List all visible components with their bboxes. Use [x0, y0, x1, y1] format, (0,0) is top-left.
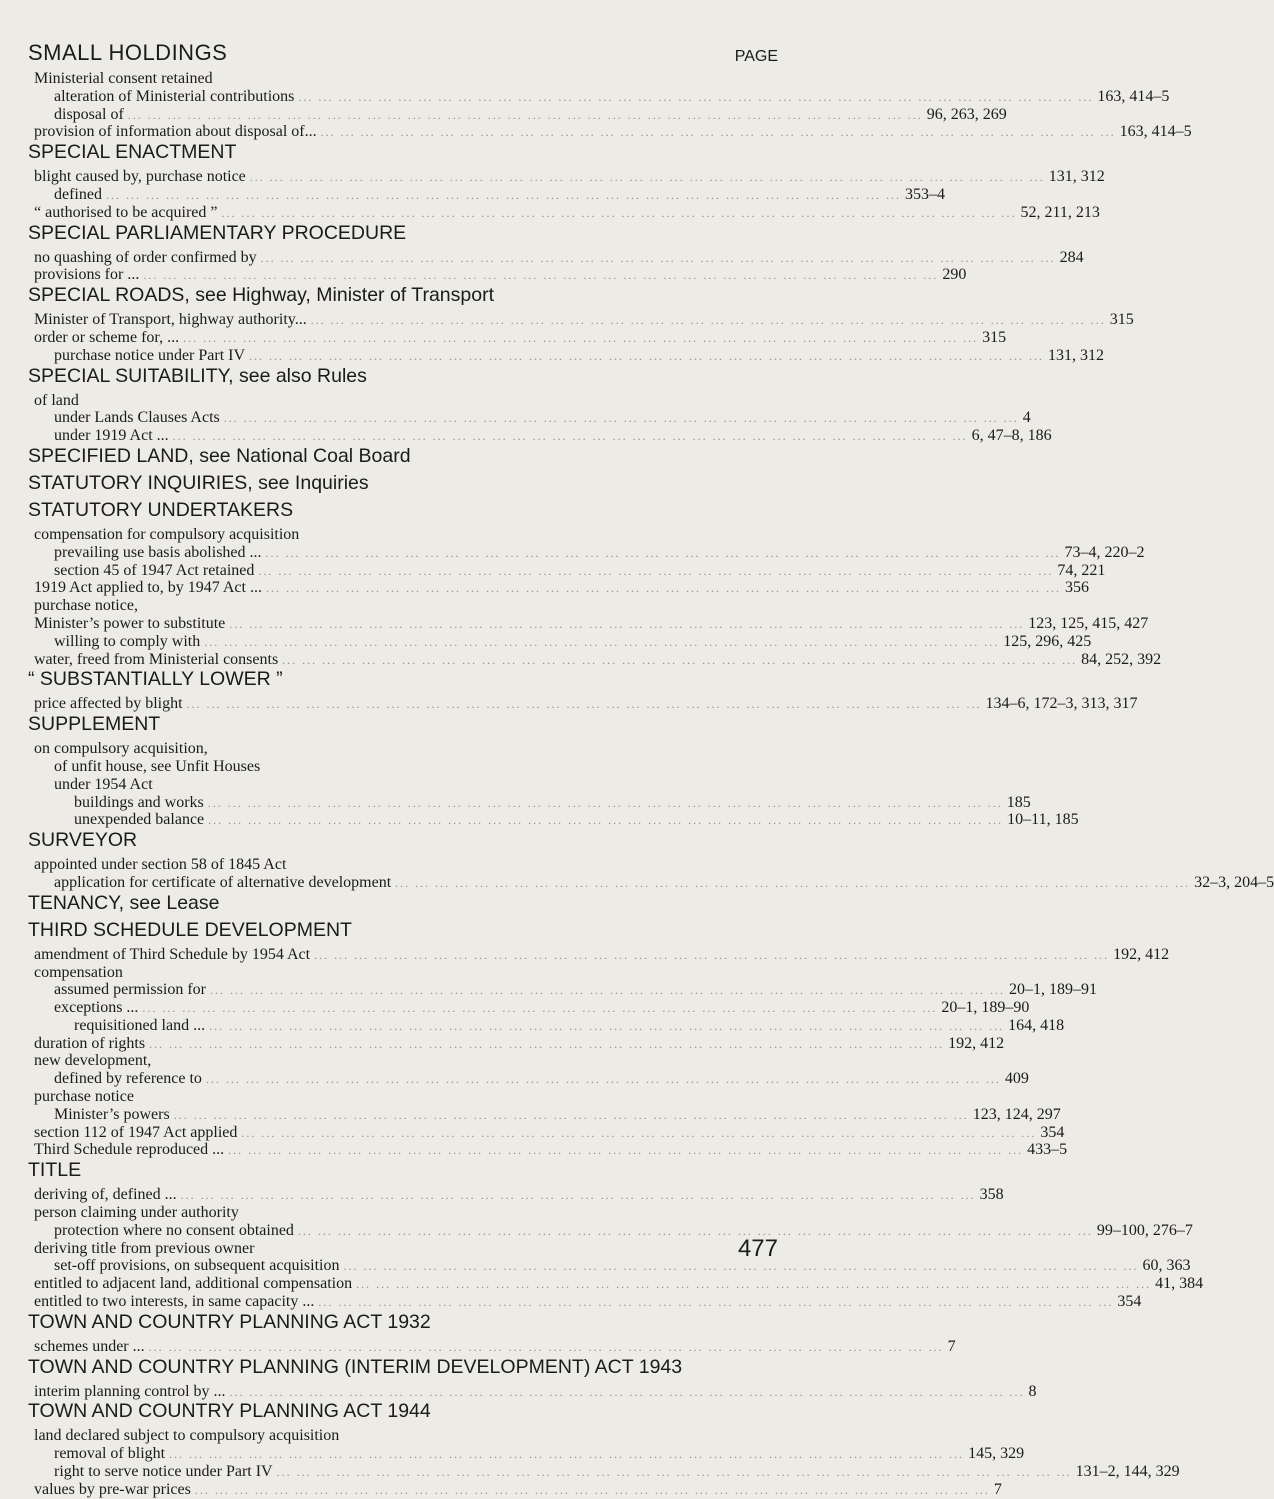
entry-text: Third Schedule reproduced ...: [34, 1141, 225, 1159]
entry-text: defined by reference to: [54, 1070, 202, 1088]
dot-leader: ... ... ... ... ... ... ... ... ... ... ... ... ... ... ... ... ... ... ... ... ... ... ... ... ... ... ... ... ... ... ... ... ... ... ... ... ... ... ... ...: [207, 795, 1003, 810]
index-entry: [0, 758, 800, 776]
entry-text: under 1919 Act ...: [54, 427, 169, 445]
index-entry: [0, 793, 1031, 812]
entry-text: compensation for compulsory acquisition: [34, 525, 300, 543]
index-entry: [0, 614, 1149, 633]
entry-text: purchase notice under Part IV: [54, 346, 246, 364]
dot-leader: ... ... ... ... ... ... ... ... ... ... ... ... ... ... ... ... ... ... ... ... ... ... ... ... ... ... ... ... ... ... ... ... ... ... ... ... ... ... ... ...: [241, 1125, 1037, 1140]
page-references: 354: [1117, 1293, 1142, 1311]
index-entry: [0, 123, 1192, 141]
page-references: 125, 296, 425: [1003, 632, 1092, 650]
dot-leader: ... ... ... ... ... ... ... ... ... ... ... ... ... ... ... ... ... ... ... ... ... ... ... ... ... ... ... ... ... ... ... ... ... ... ... ... ... ... ... ...: [180, 1188, 976, 1203]
entry-text: set-off provisions, on subsequent acquisition: [54, 1257, 340, 1275]
dot-leader: ... ... ... ... ... ... ... ... ... ... ... ... ... ... ... ... ... ... ... ... ... ... ... ... ... ... ... ... ... ... ... ... ... ... ... ... ... ... ... ...: [229, 1384, 1025, 1399]
entry-text: amendment of Third Schedule by 1954 Act: [34, 945, 311, 963]
dot-leader: ... ... ... ... ... ... ... ... ... ... ... ... ... ... ... ... ... ... ... ... ... ... ... ... ... ... ... ... ... ... ... ... ... ... ... ... ... ... ... ...: [143, 268, 939, 283]
page-references: 99–100, 276–7: [1096, 1221, 1193, 1239]
page-references: 7: [947, 1337, 956, 1355]
index-entry: [0, 945, 1170, 964]
index-entry: [0, 1240, 800, 1258]
entry-text: SPECIFIED LAND, see National Coal Board: [28, 444, 411, 467]
index-entry: [0, 1382, 1037, 1401]
entry-text: STATUTORY UNDERTAKERS: [28, 498, 294, 521]
page-references: 192, 412: [1113, 945, 1170, 963]
page-references: 20–1, 189–91: [1008, 981, 1097, 999]
page-references: 358: [979, 1186, 1004, 1204]
entry-text: appointed under section 58 of 1845 Act: [34, 856, 287, 874]
index-entry: [0, 168, 1105, 186]
dot-leader: ... ... ... ... ... ... ... ... ... ... ... ... ... ... ... ... ... ... ... ... ... ... ... ... ... ... ... ... ... ... ... ... ... ... ... ... ... ... ... ...: [265, 545, 1061, 560]
entry-text: “ authorised to be acquired ”: [34, 203, 218, 221]
dot-leader: ... ... ... ... ... ... ... ... ... ... ... ... ... ... ... ... ... ... ... ... ... ... ... ... ... ... ... ... ... ... ... ... ... ... ... ... ... ... ... ...: [265, 581, 1061, 596]
page-references: 192, 412: [948, 1034, 1005, 1052]
entry-text: SPECIAL ROADS, see Highway, Minister of Transport: [28, 284, 495, 307]
entry-text: TOWN AND COUNTRY PLANNING (INTERIM DEVELOPMENT) ACT 1943: [28, 1355, 683, 1378]
index-heading: [0, 284, 800, 311]
index-entry: [0, 1427, 800, 1445]
dot-leader: ... ... ... ... ... ... ... ... ... ... ... ... ... ... ... ... ... ... ... ... ... ... ... ... ... ... ... ... ... ... ... ... ... ... ... ... ... ... ... ...: [320, 125, 1116, 140]
index-entry: [0, 1257, 1191, 1275]
page-references: 134–6, 172–3, 313, 317: [985, 695, 1138, 713]
index-entry: [0, 561, 1106, 580]
dot-leader: ... ... ... ... ... ... ... ... ... ... ... ... ... ... ... ... ... ... ... ... ... ... ... ... ... ... ... ... ... ... ... ... ... ... ... ... ... ... ... ...: [148, 1339, 944, 1354]
index-entry: [0, 1445, 1025, 1463]
dot-leader: ... ... ... ... ... ... ... ... ... ... ... ... ... ... ... ... ... ... ... ... ... ... ... ... ... ... ... ... ... ... ... ... ... ... ... ... ... ... ... ...: [127, 107, 923, 122]
page-references: 60, 363: [1142, 1257, 1191, 1275]
dot-leader: ... ... ... ... ... ... ... ... ... ... ... ... ... ... ... ... ... ... ... ... ... ... ... ... ... ... ... ... ... ... ... ... ... ... ... ... ... ... ... ...: [209, 1018, 1005, 1033]
index-heading: [0, 713, 800, 740]
index-entry: [0, 311, 1134, 329]
index-entry: [0, 1463, 1180, 1481]
page-references: 7: [993, 1480, 1002, 1498]
index-heading: [0, 919, 800, 946]
entry-text: land declared subject to compulsory acquisition: [34, 1427, 340, 1445]
entry-text: SPECIAL SUITABILITY, see also Rules: [28, 364, 367, 387]
entry-text: purchase notice: [34, 1088, 134, 1106]
index-entry: [0, 1016, 1065, 1035]
entry-text: buildings and works: [74, 793, 204, 811]
page-references: 84, 252, 392: [1081, 650, 1162, 668]
page-references: 354: [1040, 1123, 1065, 1141]
page-references: 131, 312: [1048, 346, 1105, 364]
entry-text: on compulsory acquisition,: [34, 740, 208, 758]
entry-text: TITLE: [28, 1159, 82, 1182]
entry-text: entitled to adjacent land, additional compensation: [34, 1275, 353, 1293]
page-references: 4: [1022, 409, 1031, 427]
entry-text: TOWN AND COUNTRY PLANNING ACT 1944: [28, 1400, 431, 1423]
dot-leader: ... ... ... ... ... ... ... ... ... ... ... ... ... ... ... ... ... ... ... ... ... ... ... ... ... ... ... ... ... ... ... ... ... ... ... ... ... ... ... ...: [221, 205, 1017, 220]
index-entry: [0, 543, 1145, 562]
index-entry: [0, 981, 1097, 999]
entry-text: THIRD SCHEDULE DEVELOPMENT: [28, 918, 352, 941]
entry-text: of land: [34, 391, 79, 409]
page-references: 185: [1006, 793, 1031, 811]
dot-leader: ... ... ... ... ... ... ... ... ... ... ... ... ... ... ... ... ... ... ... ... ... ... ... ... ... ... ... ... ... ... ... ... ... ... ... ... ... ... ... ...: [229, 616, 1025, 631]
dot-leader: ... ... ... ... ... ... ... ... ... ... ... ... ... ... ... ... ... ... ... ... ... ... ... ... ... ... ... ... ... ... ... ... ... ... ... ... ... ... ... ...: [186, 697, 982, 712]
entry-text: TENANCY, see Lease: [28, 891, 220, 914]
dot-leader: ... ... ... ... ... ... ... ... ... ... ... ... ... ... ... ... ... ... ... ... ... ... ... ... ... ... ... ... ... ... ... ... ... ... ... ... ... ... ... ...: [149, 1036, 945, 1051]
page-references: 41, 384: [1155, 1275, 1204, 1293]
entry-text: SPECIAL PARLIAMENTARY PROCEDURE: [28, 221, 407, 244]
dot-leader: ... ... ... ... ... ... ... ... ... ... ... ... ... ... ... ... ... ... ... ... ... ... ... ... ... ... ... ... ... ... ... ... ... ... ... ... ... ... ... ...: [356, 1277, 1152, 1292]
page-references: 353–4: [904, 185, 945, 203]
entry-text: no quashing of order confirmed by: [34, 248, 257, 266]
index-heading: [0, 141, 800, 168]
running-header: [28, 40, 778, 66]
page-references: 8: [1028, 1382, 1037, 1400]
entry-text: defined: [54, 185, 102, 203]
index-entry: [0, 1204, 800, 1222]
page-references: 290: [942, 266, 967, 284]
index-entry: [0, 328, 1007, 347]
entry-text: unexpended balance: [74, 811, 205, 829]
entry-text: Minister’s powers: [54, 1105, 170, 1123]
entry-text: under 1954 Act: [54, 775, 153, 793]
dot-leader: ... ... ... ... ... ... ... ... ... ... ... ... ... ... ... ... ... ... ... ... ... ... ... ... ... ... ... ... ... ... ... ... ... ... ... ... ... ... ... ...: [228, 1143, 1024, 1158]
page-references: 74, 221: [1057, 561, 1106, 579]
dot-leader: ... ... ... ... ... ... ... ... ... ... ... ... ... ... ... ... ... ... ... ... ... ... ... ... ... ... ... ... ... ... ... ... ... ... ... ... ... ... ... ...: [258, 563, 1054, 578]
entry-text: alteration of Ministerial contributions: [54, 87, 295, 105]
entry-text: duration of rights: [34, 1034, 146, 1052]
page-references: 163, 414–5: [1097, 87, 1170, 105]
entry-text: deriving title from previous owner: [34, 1239, 255, 1257]
dot-leader: ... ... ... ... ... ... ... ... ... ... ... ... ... ... ... ... ... ... ... ... ... ... ... ... ... ... ... ... ... ... ... ... ... ... ... ... ... ... ... ...: [105, 187, 901, 202]
index-heading: [0, 668, 800, 695]
index-entry: [0, 1186, 1004, 1204]
page-references: 164, 418: [1008, 1016, 1065, 1034]
page-references: 10–11, 185: [1007, 811, 1079, 829]
page-references: 6, 47–8, 186: [971, 427, 1052, 445]
dot-leader: ... ... ... ... ... ... ... ... ... ... ... ... ... ... ... ... ... ... ... ... ... ... ... ... ... ... ... ... ... ... ... ... ... ... ... ... ... ... ... ...: [282, 652, 1078, 667]
index-entry: [0, 266, 967, 284]
entry-text: application for certificate of alternative development: [54, 873, 392, 891]
index-entry: [0, 856, 800, 874]
index-entry: [0, 1293, 1142, 1311]
dot-leader: ... ... ... ... ... ... ... ... ... ... ... ... ... ... ... ... ... ... ... ... ... ... ... ... ... ... ... ... ... ... ... ... ... ... ... ... ... ... ... ...: [318, 1295, 1114, 1310]
index-entry: [0, 87, 1170, 106]
page-number: 477: [737, 1235, 778, 1262]
entry-text: provision of information about disposal of...: [34, 123, 317, 141]
page-references: 131–2, 144, 329: [1075, 1463, 1180, 1481]
page-references: 96, 263, 269: [926, 105, 1007, 123]
index-entry: [0, 392, 800, 410]
index-entry: [0, 1337, 956, 1356]
dot-leader: ... ... ... ... ... ... ... ... ... ... ... ... ... ... ... ... ... ... ... ... ... ... ... ... ... ... ... ... ... ... ... ... ... ... ... ... ... ... ... ...: [297, 1223, 1093, 1238]
dot-leader: ... ... ... ... ... ... ... ... ... ... ... ... ... ... ... ... ... ... ... ... ... ... ... ... ... ... ... ... ... ... ... ... ... ... ... ... ... ... ... ...: [169, 1447, 965, 1462]
entry-text: blight caused by, purchase notice: [34, 168, 246, 186]
index-entries: [0, 70, 1274, 1499]
index-entry: [0, 1123, 1065, 1142]
dot-leader: ... ... ... ... ... ... ... ... ... ... ... ... ... ... ... ... ... ... ... ... ... ... ... ... ... ... ... ... ... ... ... ... ... ... ... ... ... ... ... ...: [249, 348, 1045, 363]
index-heading: [0, 1311, 800, 1338]
index-entry: [0, 1221, 1193, 1240]
dot-leader: ... ... ... ... ... ... ... ... ... ... ... ... ... ... ... ... ... ... ... ... ... ... ... ... ... ... ... ... ... ... ... ... ... ... ... ... ... ... ... ...: [183, 330, 979, 345]
entry-text: values by pre-war prices: [34, 1480, 191, 1498]
index-entry: [0, 873, 1274, 892]
entry-text: Ministerial consent retained: [34, 70, 213, 87]
dot-leader: ... ... ... ... ... ... ... ... ... ... ... ... ... ... ... ... ... ... ... ... ... ... ... ... ... ... ... ... ... ... ... ... ... ... ... ... ... ... ... ...: [343, 1259, 1139, 1274]
index-entry: [0, 632, 1092, 651]
entry-text: assumed permission for: [54, 981, 206, 999]
entry-text: provisions for ...: [34, 266, 140, 284]
page-column-label: PAGE: [734, 48, 778, 65]
entry-text: SUPPLEMENT: [28, 713, 161, 736]
index-entry: [0, 526, 800, 544]
dot-leader: ... ... ... ... ... ... ... ... ... ... ... ... ... ... ... ... ... ... ... ... ... ... ... ... ... ... ... ... ... ... ... ... ... ... ... ... ... ... ... ...: [209, 983, 1005, 998]
index-entry: [0, 776, 800, 794]
index-heading: [0, 1159, 800, 1186]
index-entry: [0, 650, 1162, 669]
dot-leader: ... ... ... ... ... ... ... ... ... ... ... ... ... ... ... ... ... ... ... ... ... ... ... ... ... ... ... ... ... ... ... ... ... ... ... ... ... ... ... ...: [249, 170, 1045, 185]
index-entry: [0, 597, 800, 615]
page-references: 52, 211, 213: [1020, 203, 1100, 221]
entry-text: section 45 of 1947 Act retained: [54, 561, 255, 579]
index-entry: [0, 1105, 1061, 1124]
page-references: 315: [982, 328, 1007, 346]
index-entry: [0, 999, 1030, 1017]
index-heading: [0, 1356, 800, 1383]
page-references: 284: [1059, 248, 1084, 266]
page-references: 163, 414–5: [1119, 123, 1192, 141]
page-references: 20–1, 189–90: [941, 999, 1030, 1017]
entry-text: person claiming under authority: [34, 1204, 239, 1222]
entry-text: new development,: [34, 1052, 152, 1070]
index-entry: [0, 1052, 800, 1070]
index-entry: [0, 346, 1105, 365]
index-entry: [0, 70, 800, 88]
entry-text: “ SUBSTANTIALLY LOWER ”: [28, 668, 283, 691]
page-references: 356: [1064, 579, 1089, 597]
page-references: 433–5: [1027, 1141, 1068, 1159]
page-references: 145, 329: [968, 1445, 1025, 1463]
entry-text: purchase notice,: [34, 597, 138, 615]
index-entry: [0, 1088, 800, 1106]
index-heading: [0, 1400, 800, 1427]
page-references: 123, 124, 297: [972, 1105, 1061, 1123]
entry-text: STATUTORY INQUIRIES, see Inquiries: [28, 471, 369, 494]
index-entry: [0, 185, 945, 204]
index-entry: [0, 248, 1084, 267]
index-entry: [0, 409, 1031, 427]
entry-text: SURVEYOR: [28, 829, 138, 852]
entry-text: willing to comply with: [54, 632, 201, 650]
dot-leader: ... ... ... ... ... ... ... ... ... ... ... ... ... ... ... ... ... ... ... ... ... ... ... ... ... ... ... ... ... ... ... ... ... ... ... ... ... ... ... ...: [205, 1072, 1001, 1087]
dot-leader: ... ... ... ... ... ... ... ... ... ... ... ... ... ... ... ... ... ... ... ... ... ... ... ... ... ... ... ... ... ... ... ... ... ... ... ... ... ... ... ...: [276, 1465, 1072, 1480]
index-heading: [0, 365, 800, 392]
entry-text: disposal of: [54, 105, 124, 123]
entry-text: water, freed from Ministerial consents: [34, 650, 279, 668]
entry-text: of unfit house, see Unfit Houses: [54, 757, 261, 775]
index-heading: [0, 445, 800, 472]
entry-text: interim planning control by ...: [34, 1382, 226, 1400]
index-entry: [0, 203, 1100, 222]
dot-leader: ... ... ... ... ... ... ... ... ... ... ... ... ... ... ... ... ... ... ... ... ... ... ... ... ... ... ... ... ... ... ... ... ... ... ... ... ... ... ... ...: [314, 947, 1110, 962]
index-heading: [0, 222, 800, 249]
entry-text: section 112 of 1947 Act applied: [34, 1123, 238, 1141]
entry-text: order or scheme for, ...: [34, 328, 180, 346]
page-references: 73–4, 220–2: [1064, 543, 1145, 561]
entry-text: protection where no consent obtained: [54, 1221, 294, 1239]
dot-leader: ... ... ... ... ... ... ... ... ... ... ... ... ... ... ... ... ... ... ... ... ... ... ... ... ... ... ... ... ... ... ... ... ... ... ... ... ... ... ... ...: [194, 1482, 990, 1497]
entry-text: schemes under ...: [34, 1337, 145, 1355]
page-references: 315: [1109, 311, 1134, 329]
dot-leader: ... ... ... ... ... ... ... ... ... ... ... ... ... ... ... ... ... ... ... ... ... ... ... ... ... ... ... ... ... ... ... ... ... ... ... ... ... ... ... ...: [204, 634, 1000, 649]
entry-text: prevailing use basis abolished ...: [54, 543, 262, 561]
page-references: 409: [1004, 1070, 1029, 1088]
index-entry: [0, 1480, 1002, 1499]
dot-leader: ... ... ... ... ... ... ... ... ... ... ... ... ... ... ... ... ... ... ... ... ... ... ... ... ... ... ... ... ... ... ... ... ... ... ... ... ... ... ... ...: [260, 250, 1056, 265]
entry-text: TOWN AND COUNTRY PLANNING ACT 1932: [28, 1310, 431, 1333]
entry-text: removal of blight: [54, 1445, 166, 1463]
entry-text: Minister of Transport, highway authority...: [34, 311, 307, 329]
index-entry: [0, 1141, 1068, 1159]
index-heading: [0, 499, 800, 526]
page-references: 131, 312: [1048, 168, 1105, 186]
entry-text: right to serve notice under Part IV: [54, 1463, 273, 1481]
entry-text: 1919 Act applied to, by 1947 Act ...: [34, 579, 262, 597]
running-head-title: SMALL HOLDINGS: [28, 40, 228, 65]
index-entry: [0, 964, 800, 982]
index-entry: [0, 811, 1079, 829]
index-entry: [0, 1275, 1204, 1293]
entry-text: requisitioned land ...: [74, 1016, 206, 1034]
entry-text: exceptions ...: [54, 999, 139, 1017]
page-references: 123, 125, 415, 427: [1028, 614, 1149, 632]
entry-text: price affected by blight: [34, 695, 183, 713]
entry-text: SPECIAL ENACTMENT: [28, 141, 237, 164]
dot-leader: ... ... ... ... ... ... ... ... ... ... ... ... ... ... ... ... ... ... ... ... ... ... ... ... ... ... ... ... ... ... ... ... ... ... ... ... ... ... ... ...: [172, 429, 968, 444]
index-entry: [0, 427, 1052, 445]
dot-leader: ... ... ... ... ... ... ... ... ... ... ... ... ... ... ... ... ... ... ... ... ... ... ... ... ... ... ... ... ... ... ... ... ... ... ... ... ... ... ... ...: [223, 411, 1019, 426]
dot-leader: ... ... ... ... ... ... ... ... ... ... ... ... ... ... ... ... ... ... ... ... ... ... ... ... ... ... ... ... ... ... ... ... ... ... ... ... ... ... ... ...: [310, 313, 1106, 328]
index-heading: [0, 892, 800, 919]
index-heading: [0, 472, 800, 499]
dot-leader: ... ... ... ... ... ... ... ... ... ... ... ... ... ... ... ... ... ... ... ... ... ... ... ... ... ... ... ... ... ... ... ... ... ... ... ... ... ... ... ...: [298, 89, 1094, 104]
entry-text: entitled to two interests, in same capacity ...: [34, 1293, 315, 1311]
index-entry: [0, 105, 1007, 124]
index-entry: [0, 1070, 1029, 1088]
index-entry: [0, 740, 800, 758]
dot-leader: ... ... ... ... ... ... ... ... ... ... ... ... ... ... ... ... ... ... ... ... ... ... ... ... ... ... ... ... ... ... ... ... ... ... ... ... ... ... ... ...: [173, 1107, 969, 1122]
dot-leader: ... ... ... ... ... ... ... ... ... ... ... ... ... ... ... ... ... ... ... ... ... ... ... ... ... ... ... ... ... ... ... ... ... ... ... ... ... ... ... ...: [142, 1001, 938, 1016]
entry-text: deriving of, defined ...: [34, 1186, 177, 1204]
entry-text: compensation: [34, 963, 123, 981]
entry-text: Minister’s power to substitute: [34, 614, 226, 632]
dot-leader: ... ... ... ... ... ... ... ... ... ... ... ... ... ... ... ... ... ... ... ... ... ... ... ... ... ... ... ... ... ... ... ... ... ... ... ... ... ... ... ...: [208, 813, 1004, 828]
page-references: 32–3, 204–5: [1194, 873, 1274, 891]
entry-text: under Lands Clauses Acts: [54, 409, 220, 427]
index-heading: [0, 829, 800, 856]
index-entry: [0, 1034, 1005, 1053]
dot-leader: ... ... ... ... ... ... ... ... ... ... ... ... ... ... ... ... ... ... ... ... ... ... ... ... ... ... ... ... ... ... ... ... ... ... ... ... ... ... ... ...: [395, 875, 1191, 890]
index-entry: [0, 579, 1089, 597]
index-entry: [0, 695, 1138, 713]
